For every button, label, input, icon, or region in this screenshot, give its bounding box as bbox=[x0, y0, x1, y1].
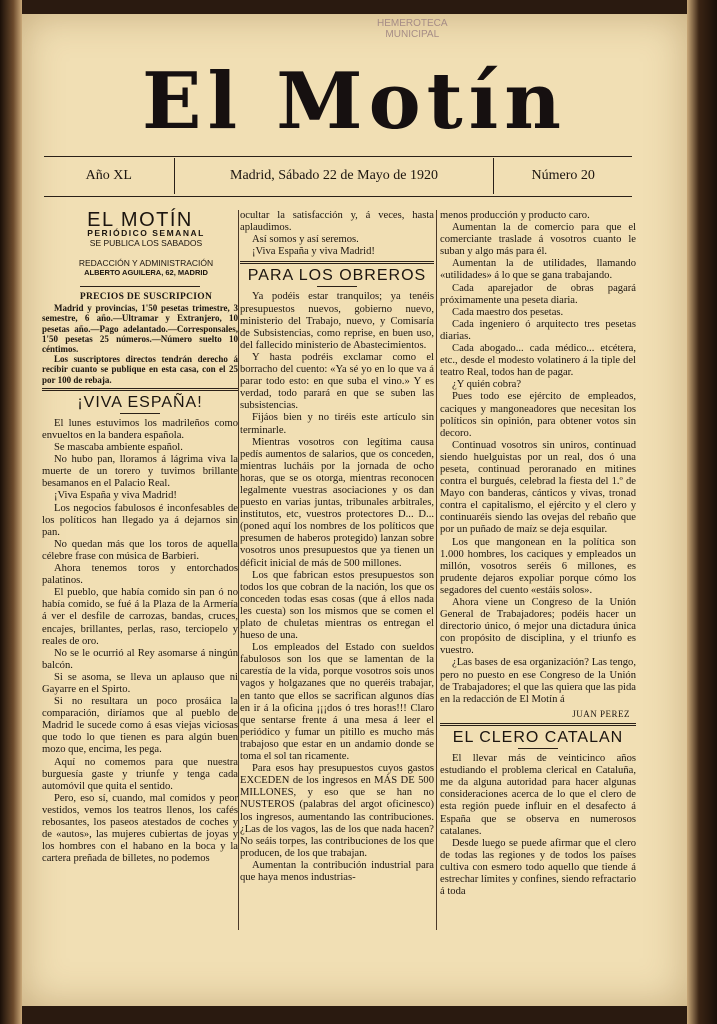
divider bbox=[42, 388, 238, 391]
paragraph: Los empleados del Estado con sueldos fabulosos son los que se lamentan de la carestía de la vida, porque vosotros sois unos vagos y holgazanes que no queréis trabajar, en tanto que ellos se sacrifican algunos días en ir á la oficina ¡¡¡dos ó tres horas!!! Claro que sentarse frente á una mesa á leer el periódico y fumar un pitillo es mucho más trabajoso que estar en un andamio donde se toma el sol tan ricamente. bbox=[240, 642, 434, 763]
paper-name: EL MOTÍN bbox=[87, 209, 193, 231]
dateline: Madrid, Sábado 22 de Mayo de 1920 bbox=[174, 158, 495, 194]
paragraph: No se le ocurrió al Rey asomarse á ningún balcón. bbox=[42, 647, 238, 671]
suscriptores-text: Los suscriptores directos tendrán derecho á recibir cuanto se publique en esta casa, con el 25 por 100 de rebaja. bbox=[42, 354, 238, 385]
paragraph: Aumentan la de comercio para que el comerciante traslade á vosotros cuanto le suban y algo más para él. bbox=[440, 222, 636, 258]
paragraph: Mientras vosotros con legítima causa pedís aumentos de salarios, que os conceden, mientras lucháis por la jornada de ocho horas, que se os otorga, mientras reconocen legalmente vuestras asociaciones y os dan puesto en varias juntas, tribunales arbitrales, institutos, etc, vuestros protectores D... D... (poned aquí los nombres de los políticos que presumen de haberos protegido) lanzan sobre vosotros unos presupuestos que ya tienen un déficit inicial de más de 500 millones. bbox=[240, 436, 434, 569]
paragraph: Aumentan la contribución industrial para que haya menos industrias- bbox=[240, 859, 434, 883]
paragraph: Cada abogado... cada médico... etcétera, etc., desde el modesto volatinero á la tiple del teatro Real, todos han de pagar. bbox=[440, 343, 636, 379]
paragraph: ocultar la satisfacción y, á veces, hasta aplaudimos. bbox=[240, 210, 434, 234]
library-stamp bbox=[377, 18, 448, 40]
year-label: Año XL bbox=[85, 168, 132, 183]
paragraph: ¡Viva España y viva Madrid! bbox=[252, 246, 375, 258]
address: ALBERTO AGUILERA, 62, MADRID bbox=[84, 268, 208, 278]
paragraph: Desde luego se puede afirmar que el clero de todas las regiones y de todos los países cultiva con esmero todo aquello que tiende á estrechar límites y confines, siendo refractario á toda bbox=[440, 837, 636, 898]
page-edge bbox=[687, 0, 717, 1024]
divider bbox=[44, 156, 632, 157]
paragraph: El llevar más de veinticinco años estudiando el problema clerical en Cataluña, me da alguna autoridad para hacer algunas consideraciones acerca de lo que el clero de esta región puede influir en el desafecto á España que se observa en numerosos catalanes. bbox=[440, 753, 636, 837]
newspaper-page bbox=[22, 14, 687, 1006]
paragraph: No quedan más que los toros de aquella célebre frase con música de Barbieri. bbox=[42, 538, 238, 562]
subtitle: SE PUBLICA LOS SABADOS bbox=[89, 238, 203, 249]
paragraph: ¿Y quién cobra? bbox=[452, 379, 522, 391]
precios-text: Madrid y provincias, 1'50 pesetas trimestre, 3 semestre, 6 año.—Ultramar y Extranjero, 10 pesetas año.—Pago adelantado.—Corresponsales, 1'50 pesetas 25 números.—Número suelto 10 céntimos. bbox=[42, 303, 238, 354]
info-bar bbox=[44, 158, 632, 194]
paragraph: Así somos y así seremos. bbox=[252, 234, 359, 246]
precios-heading: PRECIOS DE SUSCRIPCION bbox=[79, 292, 213, 303]
paragraph: Cada aparejador de obras pagará próximamente una peseta diaria. bbox=[440, 282, 636, 306]
signature: JUAN PEREZ bbox=[572, 708, 630, 719]
paragraph: Aumentan la de utilidades, llamando «utilidades» á lo que se gana trabajando. bbox=[440, 258, 636, 282]
column-3 bbox=[440, 210, 636, 898]
paragraph: Pues todo ese ejército de empleados, caciques y mangoneadores que necesitan los políticos sin opinión, para obtener votos sin decoro. bbox=[440, 391, 636, 439]
article-heading: PARA LOS OBREROS bbox=[247, 267, 427, 285]
column-divider bbox=[436, 210, 437, 930]
paragraph: Pero, eso sí, cuando, mal comidos y peor vestidos, vemos los teatros llenos, los cafés rebosantes, los paseos atestados de coches y de «autos», las mujeres cubiertas de joyas y los hombres con el habano en la boca y la cartera preñada de billetes, no podemos bbox=[42, 792, 238, 865]
subtitle: PERIÓDICO SEMANAL bbox=[87, 228, 205, 239]
paragraph: Y hasta podréis exclamar como el borracho del cuento: «Ya sé yo en lo que va á parar todo esto: en que suba el vino.» Y es verdad, todo parará en que se suben las subsistencias. bbox=[240, 351, 434, 412]
paragraph: Ya podéis estar tranquilos; ya tenéis presupuestos nuevos, gobierno nuevo, ministerio del Trabajo, nuevo, y Comisaría de Subsistencias, como reprise, en buen uso, del fallecido ministerio de Abastecimientos. bbox=[240, 291, 434, 351]
divider bbox=[240, 261, 434, 264]
paragraph: Si se asoma, se lleva un aplauso que ni Gayarre en el Spirto. bbox=[42, 671, 238, 695]
paragraph: El lunes estuvimos los madrileños como envueltos en la bandera española. bbox=[42, 417, 238, 441]
paragraph: ¿Las bases de esa organización? Las tengo, pero no puesto en ese Congreso de la Unión de Trabajadores; el que las quiera que las pida en la redacción de El Motín á bbox=[440, 657, 636, 705]
paragraph: Se mascaba ambiente español. bbox=[54, 442, 183, 454]
stamp-line: HEMEROTECA bbox=[377, 18, 448, 29]
issue-number: Número 20 bbox=[531, 168, 595, 183]
column-divider bbox=[238, 210, 239, 930]
paragraph: Cada ingeniero ó arquitecto tres pesetas diarias. bbox=[440, 318, 636, 342]
paragraph: Si no resultara un poco prosáica la comparación, diríamos que al pueblo de Madrid le sucede como á esas viejas viciosas que todo lo que tienen es para algún buen mozo que, encima, les pega. bbox=[42, 696, 238, 756]
column-1 bbox=[42, 210, 238, 865]
paragraph: Para esos hay presupuestos cuyos gastos EXCEDEN de los ingresos en MÁS DE 500 MILLONES, y eso que se han no NUSTEROS (palabras del argot oficinesco) los ingresos, aumentando las contribuciones. ¿Las de los vagos, las de los que nada hacen? No seáis torpes, las contribuciones de los que producen, de los que trabajan. bbox=[240, 763, 434, 859]
binding-spine bbox=[0, 0, 22, 1024]
paragraph: Los que mangonean en la política son 1.000 hombres, los caciques y empleados un millón, vosotros seréis 6 millones, es prudente dejaros expoliar porque cómo los segadores del cuento «estáis solos». bbox=[440, 536, 636, 596]
divider bbox=[80, 286, 200, 287]
paragraph: Los que fabrican estos presupuestos son todos los que cobran de la nación, los que os conceden todas esas cosas (que á ellos nada les cuesta) son los mismos que se comen el plato de chuletas mientras os entregan el hueso de una. bbox=[240, 569, 434, 642]
paragraph: No hubo pan, lloramos á lágrima viva la muerte de un torero y tuvimos brillante besamanos en el Palacio Real. bbox=[42, 454, 238, 490]
divider bbox=[518, 748, 558, 749]
paragraph: Fijáos bien y no tiréis este artículo sin terminarle. bbox=[240, 412, 434, 436]
paragraph: Cada maestro dos pesetas. bbox=[452, 306, 564, 318]
paragraph: El pueblo, que había comido sin pan ó no había comido, se fué á la Plaza de la Armería á ver el desfile de carrozas, bandas, cruces, encajes, brillantes, perlas, raso, terciopelo y reales de oro. bbox=[42, 587, 238, 647]
divider bbox=[120, 413, 160, 414]
divider bbox=[440, 723, 636, 726]
paragraph: Aquí no comemos para que nuestra burguesía gaste y triunfe y tenga cada automóvil que quita el sentido. bbox=[42, 756, 238, 792]
masthead-title: El Motín bbox=[142, 56, 567, 147]
paragraph: Continuad vosotros sin uniros, continuad siendo huelguistas por un real, dos ó una peseta, continuad peroranado en mitines contra el burgués, celebrad la fiesta del 1.º de Mayo con banderas, cánticos y vivas, tronad contra el capitalismo, el ejército y el clero y continuaréis siendo las ovejas del rebaño que por un puñado de maíz se deja esquilar. bbox=[440, 439, 636, 536]
divider bbox=[44, 196, 632, 197]
column-2 bbox=[240, 210, 434, 884]
paragraph: Ahora tenemos toros y entorchados palatinos. bbox=[42, 563, 238, 587]
paragraph: menos producción y producto caro. bbox=[440, 210, 590, 221]
paragraph: ¡Viva España y viva Madrid! bbox=[54, 490, 177, 502]
article-heading: EL CLERO CATALAN bbox=[452, 728, 624, 746]
redaccion-label: REDACCIÓN Y ADMINISTRACIÓN bbox=[78, 258, 214, 269]
divider bbox=[317, 286, 357, 287]
paragraph: Los negocios fabulosos é inconfesables de los políticos han llegado ya á dejarnos sin pan. bbox=[42, 502, 238, 538]
stamp-line: MUNICIPAL bbox=[385, 29, 440, 40]
article-heading: ¡VIVA ESPAÑA! bbox=[77, 393, 203, 411]
paragraph: Ahora viene un Congreso de la Unión General de Trabajadores; podéis hacer un directorio único, ó mejor una dictadura única con propósito de disciplina, y el triunfo es vuestro. bbox=[440, 597, 636, 657]
